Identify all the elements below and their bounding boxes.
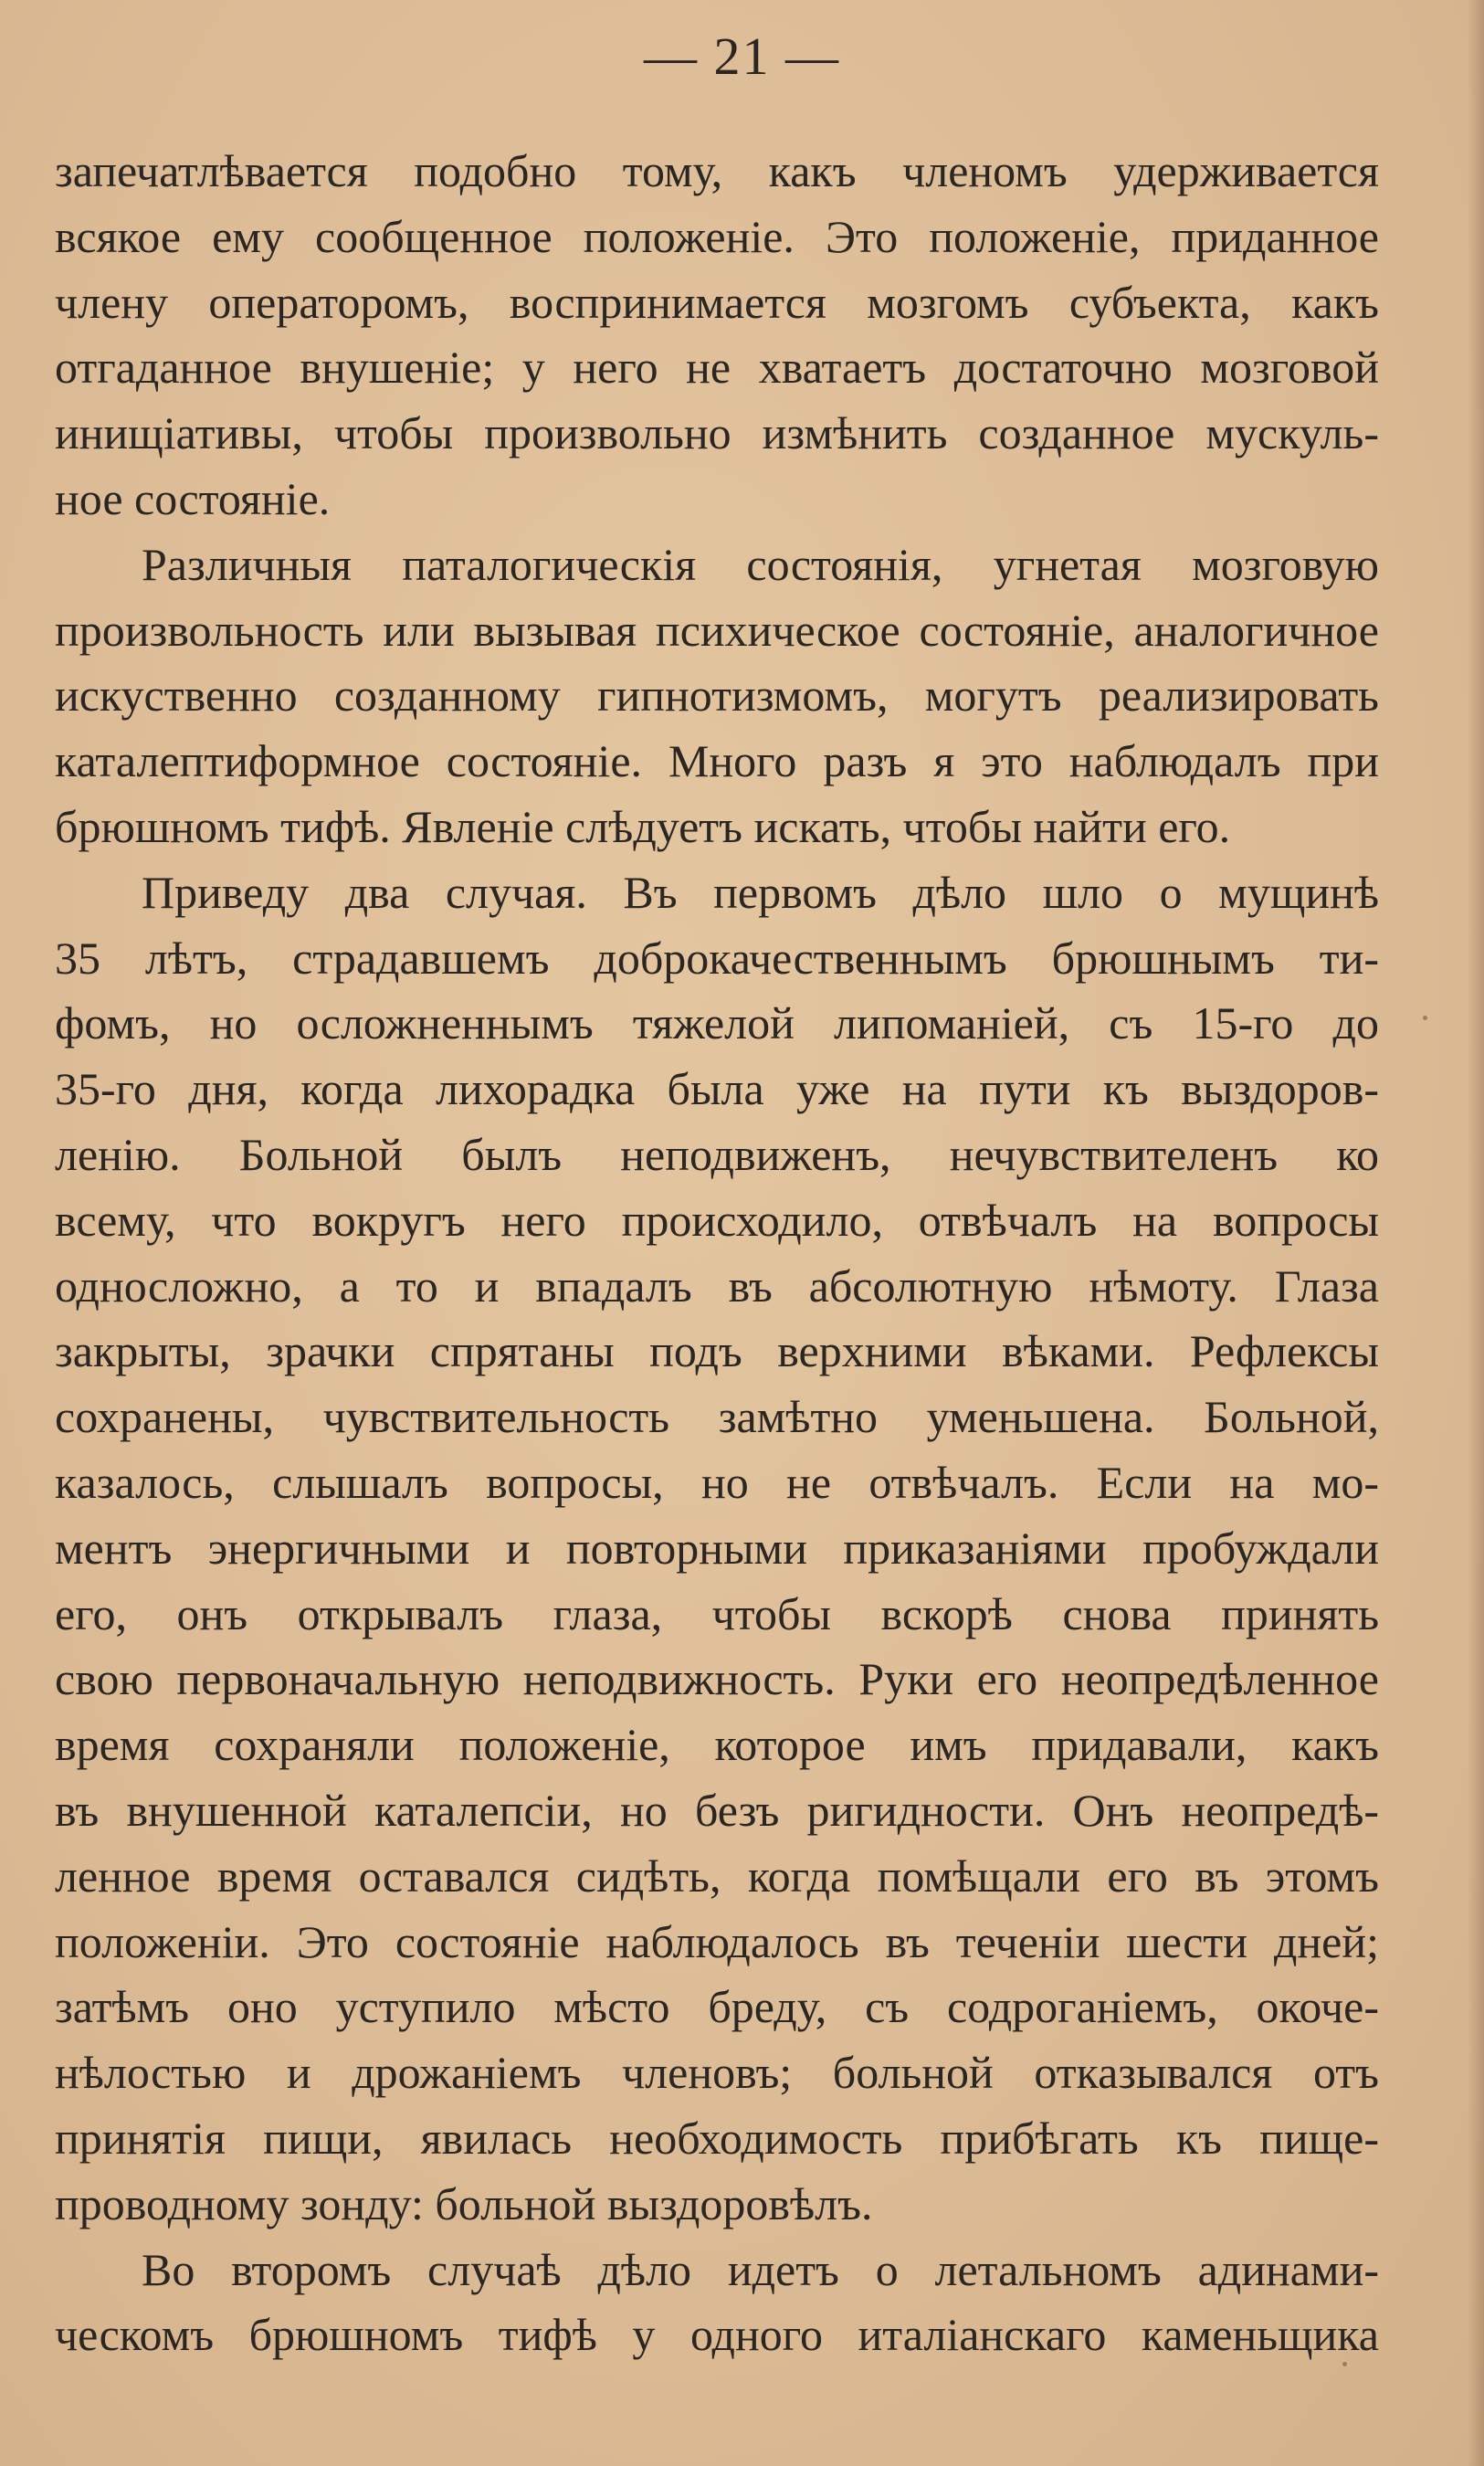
text-line: казалось, слышалъ вопросы, но не отвѣчалъ. Если на мо- [55, 1456, 1379, 1508]
text-line: Во второмъ случаѣ дѣло идетъ о летальномъ адинами- [142, 2243, 1379, 2295]
text-line: проводному зонду: больной выздоровѣлъ. [55, 2177, 873, 2229]
text-line: фомъ, но осложненнымъ тяжелой липоманіей, съ 15-го до [55, 997, 1379, 1049]
text-line: закрыты, зрачки спрятаны подъ верхними вѣками. Рефлексы [55, 1325, 1379, 1377]
text-line: сохранены, чувствительность замѣтно уменьшена. Больной, [55, 1391, 1379, 1443]
page-edge-shadow [1468, 0, 1484, 2466]
text-line: искуственно созданному гипнотизмомъ, могутъ реализировать [55, 669, 1379, 722]
paper-speck [1342, 2362, 1347, 2366]
text-line: его, онъ открывалъ глаза, чтобы вскорѣ снова принять [55, 1587, 1379, 1639]
text-line: каталептиформное состояніе. Много разъ я это наблюдалъ при [55, 735, 1379, 787]
text-line: 35-го дня, когда лихорадка была уже на пути къ выздоров- [55, 1063, 1379, 1115]
text-line: отгаданное внушеніе; у него не хватаетъ достаточно мозговой [55, 342, 1379, 394]
text-line: ленію. Больной былъ неподвиженъ, нечувствителенъ ко [55, 1128, 1379, 1180]
text-line: произвольность или вызывая психическое состояніе, аналогичное [55, 604, 1379, 656]
text-line: затѣмъ оно уступило мѣсто бреду, съ содроганіемъ, окоче- [55, 1981, 1379, 2033]
paper-speck [1423, 1016, 1427, 1020]
text-line: члену операторомъ, воспринимается мозгомъ субъекта, какъ [55, 276, 1379, 328]
text-line: время сохраняли положеніе, которое имъ придавали, какъ [55, 1719, 1379, 1771]
text-line: Различныя паталогическія состоянія, угнетая мозговую [142, 538, 1379, 590]
text-line: всякое ему сообщенное положеніе. Это положеніе, приданное [55, 210, 1379, 262]
text-line: запечатлѣвается подобно тому, какъ членомъ удерживается [55, 145, 1379, 196]
text-line: ленное время оставался сидѣть, когда помѣщали его въ этомъ [55, 1850, 1379, 1902]
text-line: односложно, а то и впадалъ въ абсолютную нѣмоту. Глаза [55, 1259, 1379, 1312]
text-line: ное состояніе. [55, 472, 331, 524]
text-line: ментъ энергичными и повторными приказаніями пробуждали [55, 1522, 1379, 1574]
text-line: нѣлостью и дрожаніемъ членовъ; больной отказывался отъ [55, 2047, 1379, 2099]
text-line: въ внушенной каталепсіи, но безъ ригидности. Онъ неопредѣ- [55, 1784, 1379, 1836]
text-line: положеніи. Это состояніе наблюдалось въ теченіи шести дней; [55, 1915, 1379, 1967]
text-line: брюшномъ тифѣ. Явленіе слѣдуетъ искать, чтобы найти его. [55, 800, 1231, 852]
text-line: всему, что вокругъ него происходило, отвѣчалъ на вопросы [55, 1194, 1379, 1246]
text-line: 35 лѣтъ, страдавшемъ доброкачественнымъ брюшнымъ ти- [55, 932, 1379, 984]
text-line: Приведу два случая. Въ первомъ дѣло шло о мущинѣ [142, 866, 1379, 918]
text-line: свою первоначальную неподвижность. Руки его неопредѣленное [55, 1653, 1379, 1705]
body-text [55, 139, 1379, 2368]
page-number: — 21 — [644, 26, 840, 86]
text-line: принятія пищи, явилась необходимость прибѣгать къ пище- [55, 2112, 1379, 2164]
text-line: инищіативы, чтобы произвольно измѣнить созданное мускуль- [55, 407, 1379, 459]
text-line: ческомъ брюшномъ тифѣ у одного италіанскаго каменьщика [55, 2309, 1379, 2361]
